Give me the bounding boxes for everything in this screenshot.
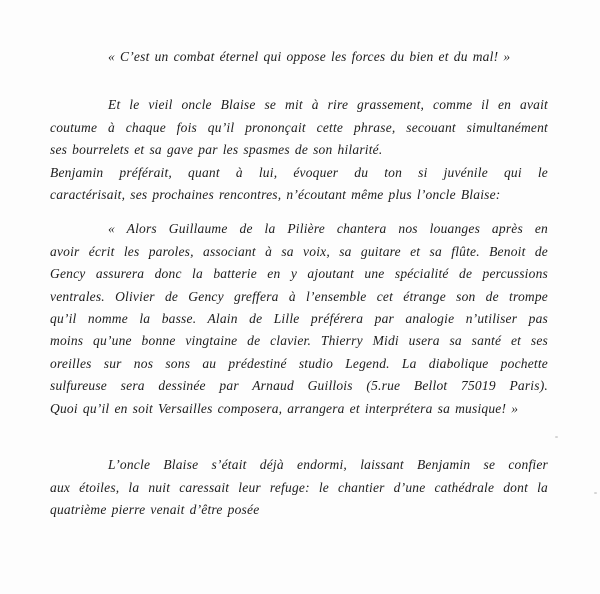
text-line: avoir écrit les paroles, associant à sa voix, sa guitare et sa flûte. Benoit de xyxy=(50,243,548,259)
text-block xyxy=(50,46,548,521)
scan-speck xyxy=(594,492,597,494)
text-line: sulfureuse sera dessinée par Arnaud Guillois (5.rue Bellot 75019 Paris). xyxy=(50,378,548,394)
text-line: « C’est un combat éternel qui oppose les forces du bien et du mal! » xyxy=(108,49,511,64)
paragraph-uncle-blaise xyxy=(50,94,548,206)
text-line: Benjamin préférait, quant à lui, évoquer du ton si juvénile qui le xyxy=(50,164,548,180)
text-line: coutume à chaque fois qu’il prononçait cette phrase, secouant simultanément xyxy=(50,119,548,135)
text-line: ses bourrelets et sa gave par les spasmes de son hilarité. xyxy=(50,142,383,158)
scan-speck xyxy=(555,436,558,438)
paragraph-band-plans xyxy=(50,218,548,420)
text-line: quatrième pierre venait d’être posée xyxy=(50,501,260,517)
text-line: « Alors Guillaume de la Pilière chantera nos louanges après en xyxy=(108,221,548,237)
text-line: aux étoiles, la nuit caressait leur refuge: le chantier d’une cathédrale dont la xyxy=(50,479,548,495)
text-line: ventrales. Olivier de Gency greffera à l’ensemble cet étrange son de trompe xyxy=(50,288,548,304)
paragraph-opening-quote xyxy=(50,46,548,68)
text-line: Et le vieil oncle Blaise se mit à rire grassement, comme il en avait xyxy=(108,97,548,113)
paragraph-night-closing xyxy=(50,454,548,521)
text-line: moins qu’une bonne vingtaine de clavier. Thierry Midi usera sa santé et ses xyxy=(50,333,548,349)
text-line: oreilles sur nos sons au prédestiné studio Legend. La diabolique pochette xyxy=(50,355,548,371)
text-line: qu’il nomme la basse. Alain de Lille préférera par analogie n’utiliser pas xyxy=(50,311,548,327)
text-line: Gency assurera donc la batterie en y ajoutant une spécialité de percussions xyxy=(50,266,548,282)
text-line: Quoi qu’il en soit Versailles composera, arrangera et interprétera sa musique! » xyxy=(50,400,519,416)
text-line: caractérisait, ses prochaines rencontres, n’écoutant même plus l’oncle Blaise: xyxy=(50,187,501,203)
text-line: L’oncle Blaise s’était déjà endormi, laissant Benjamin se confier xyxy=(108,457,548,473)
